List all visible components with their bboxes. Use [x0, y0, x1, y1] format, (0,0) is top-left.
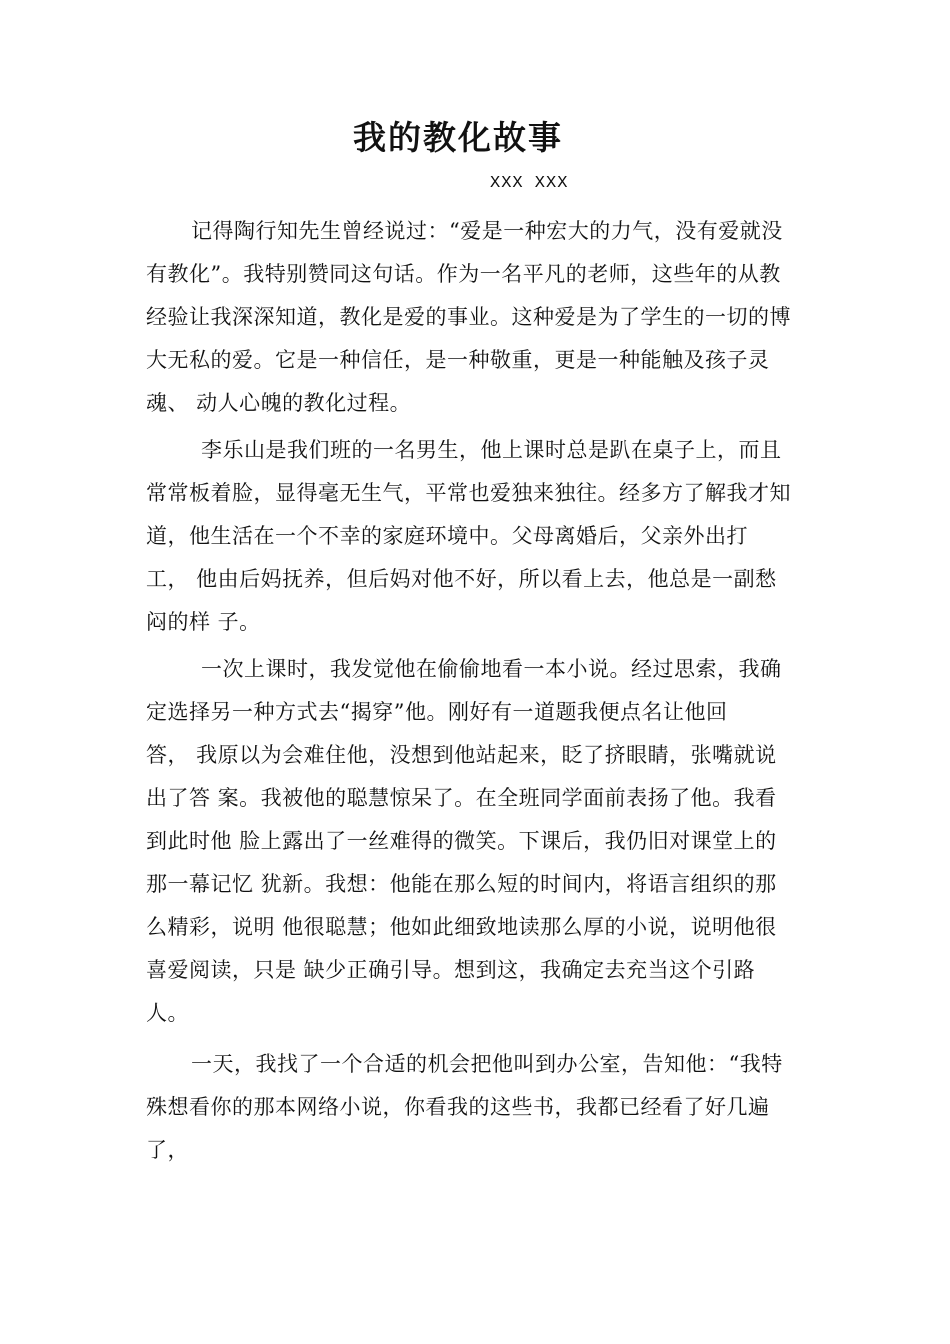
text-line: 一次上课时，我发觉他在偷偷地看一本小说。经过思索，我确 — [201, 657, 782, 681]
text-line: 到此时他 脸上露出了一丝难得的微笑。下课后，我仍旧对课堂上的 — [146, 829, 777, 853]
text-line: 定选择另一种方式去“揭穿”他。刚好有一道题我便点名让他回 — [146, 700, 728, 724]
text-line: 出了答 案。我被他的聪慧惊呆了。在全班同学面前表扬了他。我看 — [146, 786, 777, 810]
text-line: 工， 他由后妈抚养，但后妈对他不好，所以看上去，他总是一副愁 — [146, 567, 777, 591]
page-title: 我的教化故事 — [353, 118, 563, 157]
text-line: 一天，我找了一个合适的机会把他叫到办公室，告知他：“我特 — [191, 1052, 783, 1076]
text-line: 记得陶行知先生曾经说过：“爱是一种宏大的力气，没有爱就没 — [191, 219, 783, 243]
text-line: 有教化”。我特别赞同这句话。作为一名平凡的老师，这些年的从教 — [146, 262, 781, 286]
text-line: 经验让我深深知道，教化是爱的事业。这种爱是为了学生的一切的博 — [146, 305, 791, 329]
text-line: 喜爱阅读，只是 缺少正确引导。想到这，我确定去充当这个引路 — [146, 958, 756, 982]
text-line: 殊想看你的那本网络小说，你看我的这些书，我都已经看了好几遍 — [146, 1095, 770, 1119]
text-line: 闷的样 子。 — [146, 610, 261, 634]
text-line: 常常板着脸，显得毫无生气，平常也爱独来独往。经多方了解我才知 — [146, 481, 791, 505]
text-line: 道，他生活在一个不幸的家庭环境中。父母离婚后，父亲外出打 — [146, 524, 748, 548]
text-line: 人。 — [146, 1001, 189, 1025]
author-byline: XXX XXX — [490, 174, 569, 193]
text-line: 那一幕记忆 犹新。我想：他能在那么短的时间内，将语言组织的那 — [146, 872, 777, 896]
text-line: 答， 我原以为会难住他，没想到他站起来，眨了挤眼睛，张嘴就说 — [146, 743, 777, 767]
text-line: 魂、 动人心魄的教化过程。 — [146, 391, 412, 415]
text-line: 么精彩，说明 他很聪慧；他如此细致地读那么厚的小说，说明他很 — [146, 915, 777, 939]
text-line: 大无私的爱。它是一种信任，是一种敬重，更是一种能触及孩子灵 — [146, 348, 770, 372]
text-line: 李乐山是我们班的一名男生，他上课时总是趴在桌子上，而且 — [201, 438, 782, 462]
text-line: 了， — [146, 1138, 189, 1162]
